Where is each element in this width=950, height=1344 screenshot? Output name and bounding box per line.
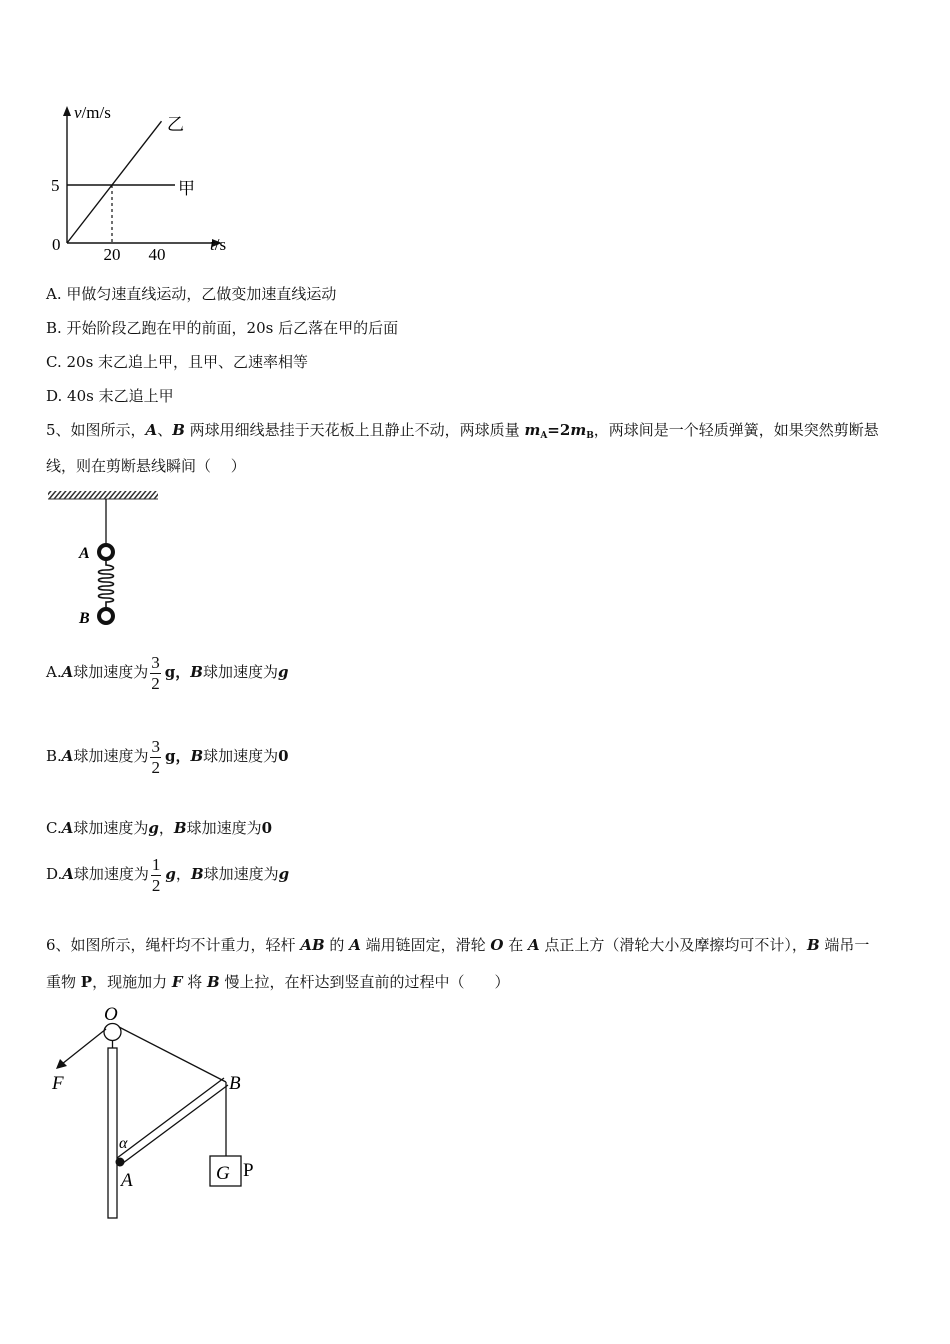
rod-ab-edge1 <box>117 1078 224 1158</box>
q5-option-c[interactable]: C.A球加速度为g，B球加速度为0 <box>46 819 273 837</box>
label-a: A <box>79 545 90 562</box>
q4-option-c[interactable]: C. 20s 末乙追上甲，且甲、乙速率相等 <box>46 353 309 371</box>
rope-to-f <box>62 1029 106 1064</box>
origin-label: 0 <box>52 235 61 254</box>
q4-option-d[interactable]: D. 40s 末乙追上甲 <box>46 387 174 405</box>
q5-stem-line1: 5、如图所示，A、B 两球用细线悬挂于天花板上且静止不动，两球质量 $m_A=2m_B$，两球间是一个轻质弹簧，如果突然剪断悬 <box>46 421 879 441</box>
label-g: G <box>216 1163 230 1184</box>
spring <box>99 560 114 608</box>
ball-a <box>99 545 113 559</box>
force-arrow <box>56 1059 67 1069</box>
q5-option-d[interactable]: D.A球加速度为 $\frac{1}{2}$ g，B球加速度为g <box>46 854 290 895</box>
fraction-1-2: $\frac{1}{2}$ <box>151 854 161 895</box>
q4-option-b[interactable]: B. 开始阶段乙跑在甲的前面，20s 后乙落在甲的后面 <box>46 319 399 337</box>
pulley-figure <box>40 1000 280 1225</box>
vertical-post <box>108 1048 117 1218</box>
ball-b <box>99 609 113 623</box>
rod-ab-edge2 <box>119 1085 228 1166</box>
hinge-a <box>116 1158 125 1167</box>
label-a: A <box>121 1170 133 1191</box>
label-o: O <box>104 1004 118 1025</box>
q4-option-a[interactable]: A. 甲做匀速直线运动，乙做变加速直线运动 <box>46 285 337 303</box>
y-axis-arrow <box>63 106 71 116</box>
label-b: B <box>229 1073 241 1094</box>
ceiling <box>48 491 158 499</box>
x-tick-label-40: 40 <box>148 245 166 264</box>
label-f: F <box>52 1073 64 1094</box>
q6-stem-line2: 重物 P，现施加力 F 将 B 慢上拉，在杆达到竖直前的过程中（ ） <box>46 973 510 991</box>
q5-option-b[interactable]: B.A球加速度为 $\frac{3}{2}$ g，B球加速度为0 <box>46 736 289 777</box>
series-line-yi <box>67 121 162 243</box>
label-p: P <box>243 1160 254 1181</box>
q6-stem-line1: 6、如图所示，绳杆均不计重力，轻杆 AB 的 A 端用链固定，滑轮 O 在 A 点正上方（滑轮大小及摩擦均可不计），B 端吊一 <box>46 936 870 954</box>
label-b: B <box>79 610 90 627</box>
vt-graph <box>40 98 250 268</box>
series-label-jia: 甲 <box>178 179 195 198</box>
q5-stem-line2: 线，则在剪断悬线瞬间（ ） <box>46 457 246 475</box>
label-alpha: α <box>119 1135 128 1152</box>
y-tick-label-5: 5 <box>51 176 60 195</box>
pulley-o <box>104 1024 121 1041</box>
q5-option-a[interactable]: A.A球加速度为 $\frac{3}{2}$ g，B球加速度为g <box>46 652 289 693</box>
x-axis-label: t/s <box>210 235 227 254</box>
fraction-3-2: $\frac{3}{2}$ <box>151 652 160 693</box>
series-label-yi: 乙 <box>167 115 184 134</box>
x-tick-label-20: 20 <box>103 245 121 264</box>
rope-o-to-b <box>119 1027 226 1082</box>
fraction-3-2: $\frac{3}{2}$ <box>151 736 160 777</box>
y-axis-label: v/m/s <box>74 103 111 122</box>
spring-figure <box>44 486 174 636</box>
